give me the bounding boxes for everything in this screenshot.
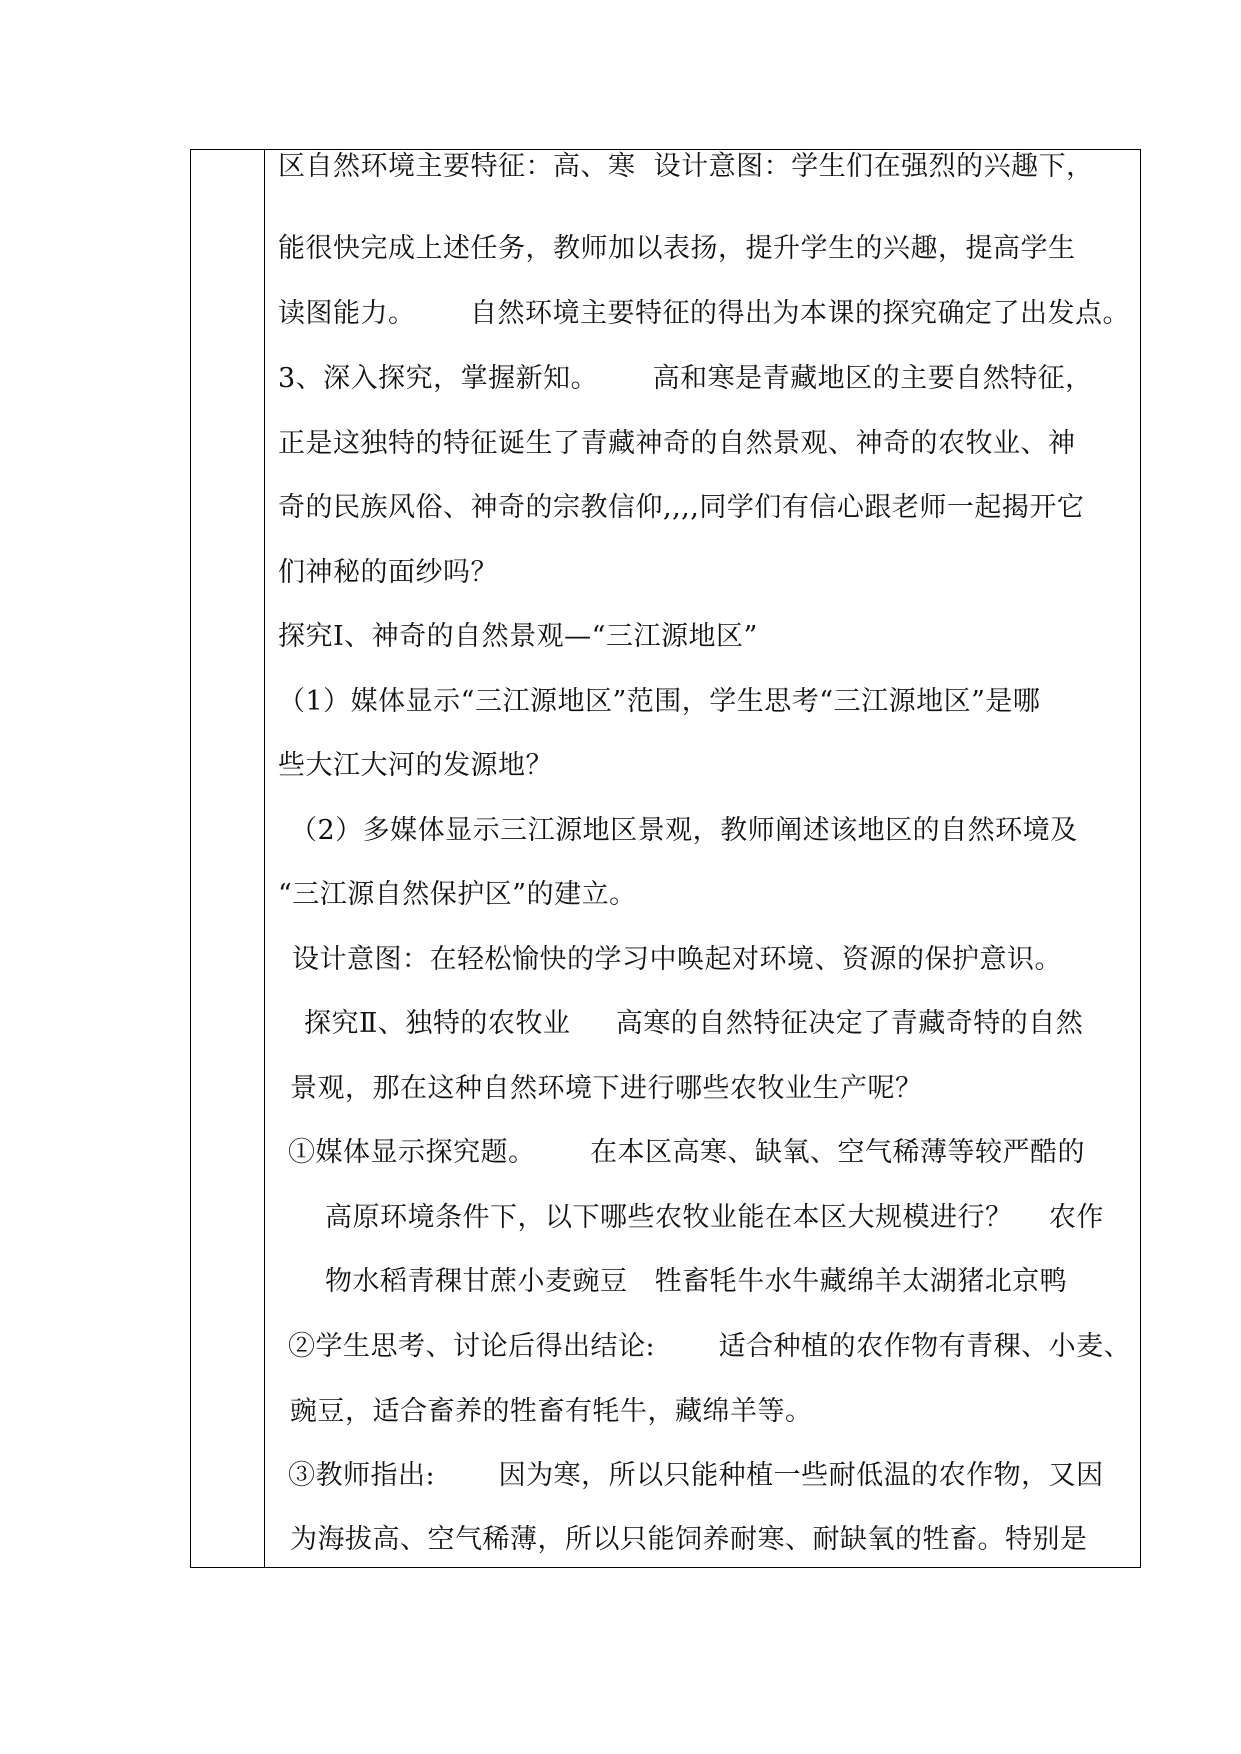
text-line: （2）多媒体显示三江源地区景观，教师阐述该地区的自然环境及: [290, 815, 1078, 846]
text-line: 豌豆，适合畜养的牲畜有牦牛，藏绵羊等。: [290, 1396, 813, 1427]
column-divider: [264, 150, 265, 1567]
text-line: ①媒体显示探究题。 在本区高寒、缺氧、空气稀薄等较严酷的: [288, 1137, 1085, 1168]
text-line: 区自然环境主要特征：高、寒 设计意图：学生们在强烈的兴趣下，: [278, 151, 1094, 182]
text-line: 高原环境条件下，以下哪些农牧业能在本区大规模进行？ 农作: [325, 1202, 1104, 1233]
text-line: 奇的民族风俗、神奇的宗教信仰,,,,同学们有信心跟老师一起揭开它: [278, 492, 1085, 523]
text-line: 物水稻青稞甘蔗小麦豌豆 牲畜牦牛水牛藏绵羊太湖猪北京鸭: [325, 1266, 1068, 1297]
section-heading: 探究Ⅱ、独特的农牧业 高寒的自然特征决定了青藏奇特的自然: [304, 1008, 1084, 1039]
section-heading: 探究Ⅰ、神奇的自然景观—“三江源地区”: [278, 621, 758, 652]
text-line: 正是这独特的特征诞生了青藏神奇的自然景观、神奇的农牧业、神: [278, 428, 1076, 459]
text-line: 们神秘的面纱吗？: [278, 557, 498, 588]
text-line: 些大江大河的发源地？: [278, 750, 553, 781]
text-line: 能很快完成上述任务，教师加以表扬，提升学生的兴趣，提高学生: [278, 233, 1076, 264]
text-line: “三江源自然保护区”的建立。: [278, 879, 637, 910]
text-line: （1）媒体显示“三江源地区”范围，学生思考“三江源地区”是哪: [278, 686, 1041, 717]
text-line: 景观，那在这种自然环境下进行哪些农牧业生产呢？: [290, 1073, 923, 1104]
text-line: ②学生思考、讨论后得出结论: 适合种植的农作物有青稞、小麦、: [288, 1331, 1132, 1362]
text-line: 设计意图：在轻松愉快的学习中唤起对环境、资源的保护意识。: [292, 944, 1062, 975]
text-line: ③教师指出: 因为寒，所以只能种植一些耐低温的农作物，又因: [288, 1460, 1104, 1491]
text-line: 读图能力。 自然环境主要特征的得出为本课的探究确定了出发点。: [278, 298, 1130, 329]
text-line: 为海拔高、空气稀薄，所以只能饲养耐寒、耐缺氧的牲畜。特别是: [290, 1524, 1088, 1555]
text-line: 3、深入探究，掌握新知。 高和寒是青藏地区的主要自然特征，: [278, 363, 1093, 394]
